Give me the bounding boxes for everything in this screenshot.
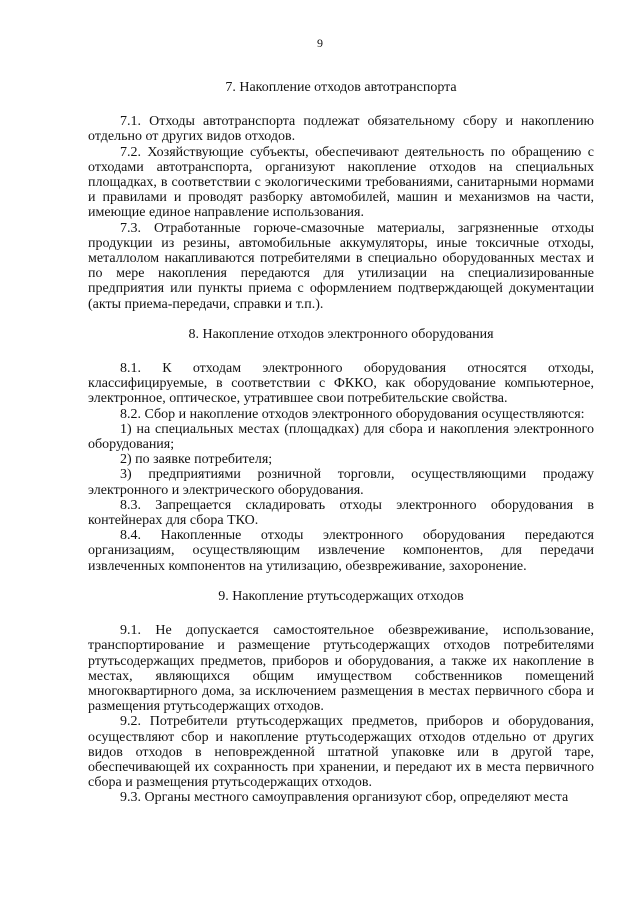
paragraph: 8.3. Запрещается складировать отходы электронного оборудования в контейнерах для сбора ТКО. [88,497,594,529]
page-number: 9 [317,36,323,50]
paragraph: 8.1. К отходам электронного оборудования относятся отходы, классифицируемые, в соответствии с ФККО, как оборудование компьютерное, электронное, оптическое, утратившее свои потребительские свойства. [88,361,594,407]
list-item: 2) по заявке потребителя; [120,452,273,468]
list-item: 3) предприятиями розничной торговли, осуществляющими продажу электронного и электрического оборудования. [88,467,594,498]
document-body [88,80,594,806]
paragraph: 7.3. Отработанные горюче-смазочные материалы, загрязненные отходы продукции из резины, автомобильные аккумуляторы, иные токсичные отходы, металлолом накапливаются потребителями в специально оборудованных местах и по мере накопления передаются для утилизации на специализированные предприятия или пункты приема с оформлением подтверждающей документации (акты приема-передачи, справки и т.п.). [88,220,594,312]
section-heading: 9. Накопление ртутьсодержащих отходов [218,588,464,604]
paragraph: 9.3. Органы местного самоуправления организуют сбор, определяют места [120,790,569,806]
section-heading: 7. Накопление отходов автотранспорта [225,80,457,95]
paragraph: 9.2. Потребители ртутьсодержащих предметов, приборов и оборудования, осуществляют сбор и накопление ртутьсодержащих отходов отдельно от других видов отходов в неповрежденной штатной упаковке или в другой таре, обеспечивающей их сохранность при хранении, и передают их в места первичного сбора и размещения ртутьсодержащих отходов. [88,714,594,791]
paragraph: 9.1. Не допускается самостоятельное обезвреживание, использование, транспортирование и размещение ртутьсодержащих отходов потребителями ртутьсодержащих предметов, приборов и оборудования, а также их накопление в местах, являющихся общим имуществом собственников помещений многоквартирного дома, за исключением размещения в местах первичного сбора и размещения ртутьсодержащих отходов. [88,623,594,715]
paragraph: 8.2. Сбор и накопление отходов электронного оборудования осуществляются: [120,406,585,422]
list-item: 1) на специальных местах (площадках) для сбора и накопления электронного оборудования; [88,421,594,453]
paragraph: 7.2. Хозяйствующие субъекты, обеспечивают деятельность по обращению с отходами автотранспорта, организуют накопление отходов на специальных площадках, в соответствии с экологическими требованиями, санитарными нормами и правилами и проводят разборку автомобилей, машин и механизмов на части, имеющие единое направление использования. [88,144,594,221]
paragraph: 8.4. Накопленные отходы электронного оборудования передаются организациям, осуществляющим извлечение компонентов, для передачи извлеченных компонентов на утилизацию, обезвреживание, захоронение. [88,528,594,574]
section-heading: 8. Накопление отходов электронного оборудования [188,326,494,342]
paragraph: 7.1. Отходы автотранспорта подлежат обязательному сбору и накоплению отдельно от других видов отходов. [88,114,594,145]
